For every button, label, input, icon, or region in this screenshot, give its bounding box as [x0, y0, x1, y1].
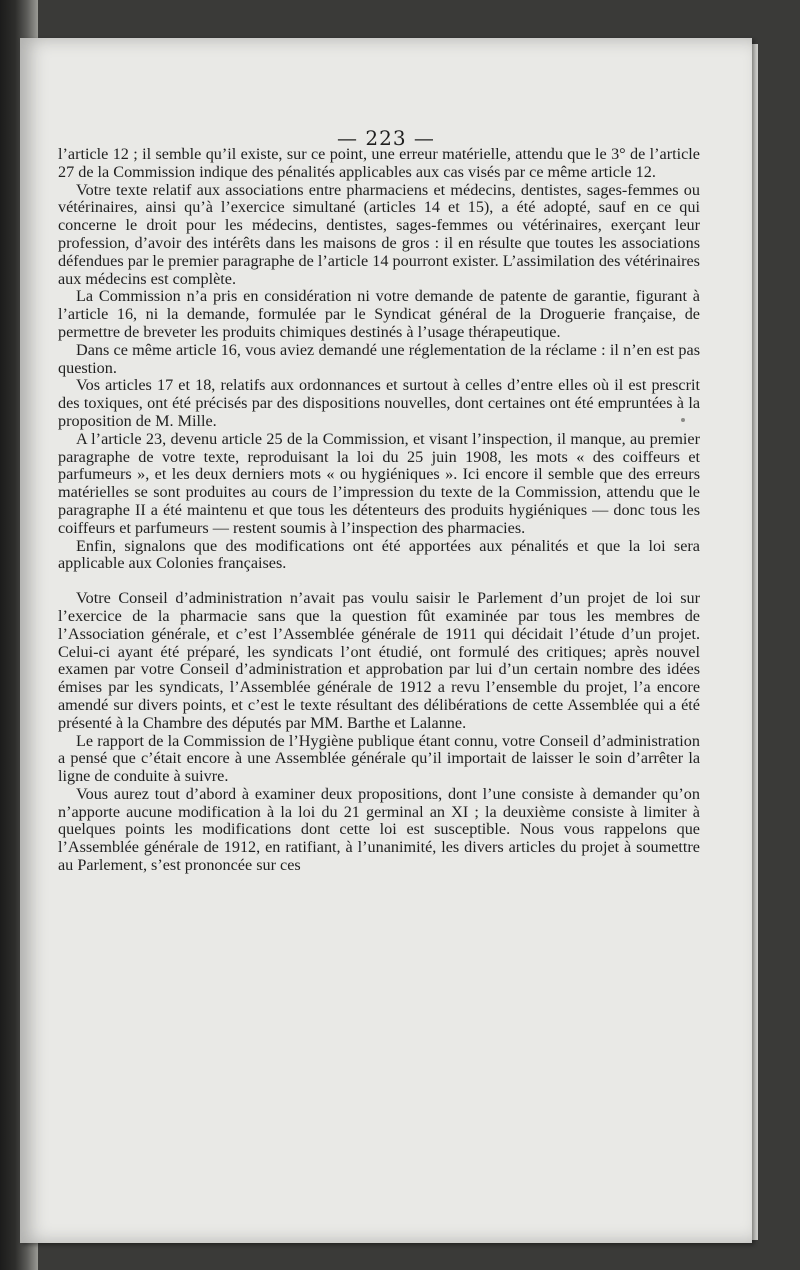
paragraph: A l’article 23, devenu article 25 de la Commission, et visant l’inspection, il manque, au premier paragraphe de votre texte, reproduisant la loi du 25 juin 1908, les mots « des coiffeurs et parfumeurs », et les deux derniers mots « ou hygiéniques ». Ici encore il semble que des erreurs matérielles se sont produites au cours de l’impression du texte de la Commission, attendu que le paragraphe II a été maintenu et que tous les détenteurs des produits hygiéniques — donc tous les coiffeurs et parfumeurs — restent soumis à l’inspection des pharmacies.	[58, 429, 700, 537]
page-number: — 223 —	[337, 126, 435, 150]
paragraph: Vous aurez tout d’abord à examiner deux propositions, dont l’une consiste à demander qu’on n’apporte aucune modification à la loi du 21 germinal an XI ; la deuxième consiste à limiter à quelques points les modifications dont cette loi est susceptible. Nous vous rappelons que l’Assemblée générale de 1912, en ratifiant, à l’unanimité, les divers articles du projet à soumettre au Parlement, s’est prononcée sur ces	[58, 784, 700, 875]
body-text	[58, 146, 700, 875]
paragraph: Vos articles 17 et 18, relatifs aux ordonnances et surtout à celles d’entre elles où il est prescrit des toxiques, ont été précisés par des dispositions nouvelles, dont certaines ont été empruntées à la proposition de M. Mille.	[58, 376, 700, 430]
paragraph: l’article 12 ; il semble qu’il existe, sur ce point, une erreur matérielle, attendu que le 3° de l’article 27 de la Commission indique des pénalités applicables aux cas visés par ce même article 12.	[58, 145, 700, 181]
paragraph: Votre texte relatif aux associations entre pharmaciens et médecins, dentistes, sages-femmes ou vétérinaires, ainsi qu’à l’exercice simultané (articles 14 et 15), a été adopté, sauf en ce qui concerne le droit pour les médecins, dentistes, sages-femmes ou vétérinaires, exerçant leur profession, d’avoir des intérêts dans les maisons de gros : il en résulte que toutes les associations défendues par le premier paragraphe de l’article 14 pourront exister. L’assimilation des vétérinaires aux médecins est complète.	[58, 180, 700, 288]
page-edge	[752, 44, 758, 1240]
paragraph: La Commission n’a pris en considération ni votre demande de patente de garantie, figurant à l’article 16, ni la demande, formulée par le Syndicat général de la Droguerie française, de permettre de breveter les produits chimiques destinés à l’usage thérapeutique.	[58, 287, 700, 341]
paragraph: Le rapport de la Commission de l’Hygiène publique étant connu, votre Conseil d’administration a pensé que c’était encore à une Assemblée générale qu’il importait de laisser le soin d’arrêter la ligne de conduite à suivre.	[58, 731, 700, 786]
paragraph: Votre Conseil d’administration n’avait pas voulu saisir le Parlement d’un projet de loi sur l’exercice de la pharmacie sans que la question fût examinée par tous les membres de l’Association générale, et c’est l’Assemblée générale de 1911 qui décidait l’étude d’un projet. Celui-ci ayant été préparé, les syndicats l’ont étudié, ont formulé des critiques; après nouvel examen par votre Conseil d’administration et approbation par lui d’un certain nombre des idées émises par les syndicats, l’Assemblée générale de 1912 a revu l’ensemble du projet, l’a encore amendé sur divers points, et c’est le texte résultant des délibérations de cette Assemblée qui a été présenté à la Chambre des députés par MM. Barthe et Lalanne.	[58, 589, 700, 732]
paragraph: Dans ce même article 16, vous aviez demandé une réglementation de la réclame : il n’en est pas question.	[58, 340, 700, 377]
paragraph: Enfin, signalons que des modifications ont été apportées aux pénalités et que la loi sera applicable aux Colonies françaises.	[58, 536, 700, 573]
